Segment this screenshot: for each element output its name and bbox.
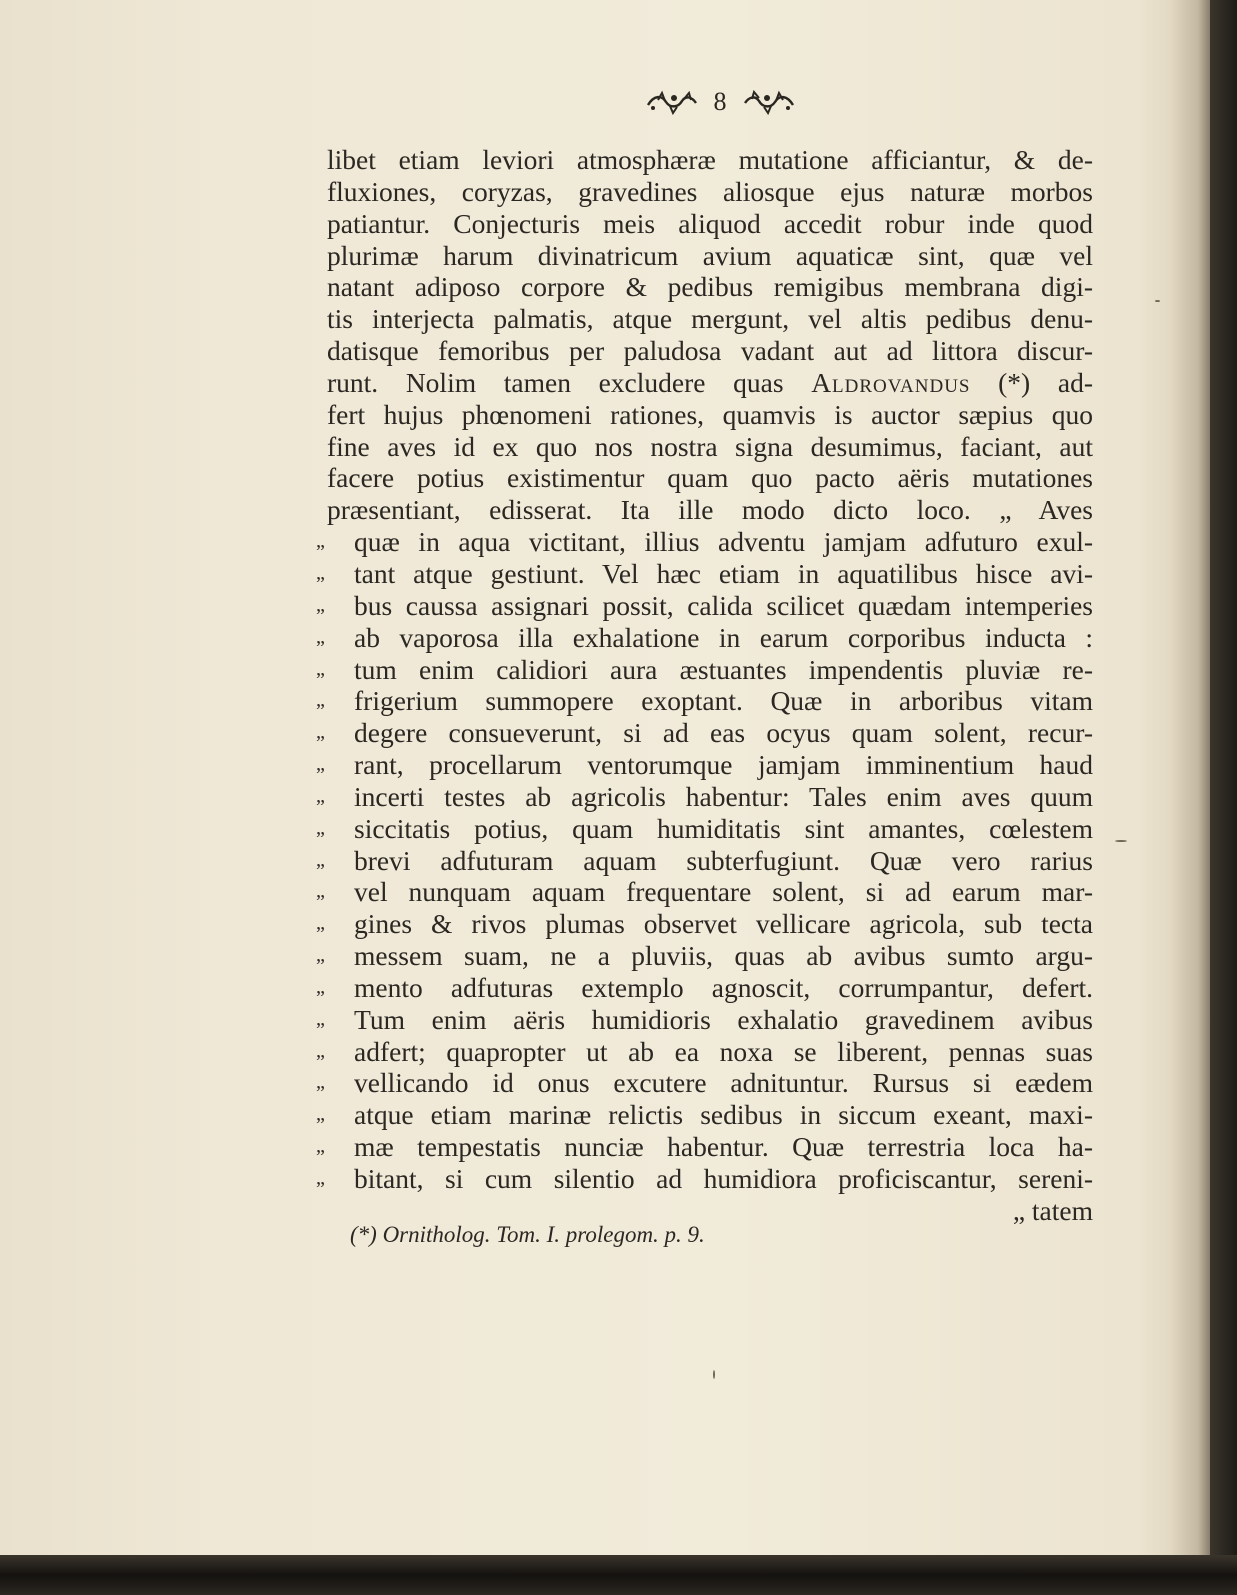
line-text: incerti testes ab agricolis habentur: Tales enim aves quum: [354, 780, 1093, 812]
quote-mark: „: [316, 1007, 325, 1030]
line-text: brevi adfuturam aquam subterfugiunt. Quæ vero rarius: [354, 844, 1093, 876]
text-line: [316, 971, 1093, 1004]
line-text: gines & rivos plumas observet vellicare agricola, sub tecta: [354, 908, 1093, 940]
line-text: fluxiones, coryzas, gravedines aliosque ejus naturæ morbos: [327, 175, 1093, 207]
quote-mark: „: [316, 975, 325, 998]
text-line: [327, 176, 1093, 208]
text-line: [327, 431, 1093, 463]
line-text: Tum enim aëris humidioris exhalatio gravedinem avibus: [354, 1003, 1093, 1035]
text-line: [316, 653, 1093, 686]
text-line: [327, 303, 1093, 335]
text-line: [316, 621, 1093, 654]
line-text: patiantur. Conjecturis meis aliquod accedit robur inde quod: [327, 207, 1093, 239]
text-line: [316, 1003, 1093, 1036]
line-text: facere potius existimentur quam quo pacto aëris mutationes: [327, 462, 1093, 494]
line-text: tant atque gestiunt. Vel hæc etiam in aquatilibus hisce avi-: [354, 557, 1093, 589]
text-line: [316, 908, 1093, 940]
line-text: runt. Nolim tamen excludere quas Aldrovandus (*) ad-: [327, 366, 1093, 398]
text-line: [327, 399, 1093, 431]
catchword-text: „ tatem: [1012, 1194, 1093, 1226]
quote-mark: „: [316, 848, 325, 871]
text-line: [316, 1131, 1093, 1163]
quote-mark: „: [316, 721, 325, 744]
text-line: [316, 685, 1093, 717]
text-line: [316, 780, 1093, 813]
text-line: [327, 208, 1093, 240]
quote-mark: „: [316, 816, 325, 839]
fleuron-ornament-icon: [741, 89, 797, 115]
line-text: rant, procellarum ventorumque jamjam imminentium haud: [354, 749, 1093, 781]
quote-mark: „: [316, 593, 325, 616]
page-number: 8: [713, 87, 727, 116]
text-line: [327, 240, 1093, 272]
text-line: [327, 144, 1093, 176]
scan-border-bottom: [0, 1555, 1237, 1595]
quote-mark: „: [316, 625, 325, 648]
line-text: natant adiposo corpore & pedibus remigibus membrana digi-: [327, 271, 1093, 303]
quote-mark: „: [316, 1135, 325, 1158]
line-text: mento adfuturas extemplo agnoscit, corrumpantur, defert.: [354, 971, 1093, 1003]
line-text: mæ tempestatis nunciæ habentur. Quæ terrestria loca ha-: [354, 1131, 1093, 1163]
text-line: [316, 876, 1093, 908]
text-line: [316, 1163, 1093, 1195]
main-text: [316, 144, 1093, 1227]
line-text: atque etiam marinæ relictis sedibus in siccum exeant, maxi-: [354, 1099, 1093, 1131]
quote-mark: „: [316, 944, 325, 967]
quote-mark: „: [316, 530, 325, 553]
quote-mark: „: [316, 1167, 325, 1189]
quote-mark: „: [316, 1039, 325, 1062]
line-text: siccitatis potius, quam humiditatis sint amantes, cœlestem: [354, 812, 1093, 844]
text-line: [316, 1099, 1093, 1131]
text-line: [316, 812, 1093, 845]
line-text: vel nunquam aquam frequentare solent, si ad earum mar-: [354, 876, 1093, 908]
text-line: [327, 367, 1093, 399]
text-line: [327, 335, 1093, 367]
quote-mark: „: [316, 1103, 325, 1126]
line-text: datisque femoribus per paludosa vadant aut ad littora discur-: [327, 335, 1093, 367]
line-text: frigerium summopere exoptant. Quæ in arboribus vitam: [354, 685, 1093, 717]
text-line: [327, 462, 1093, 494]
quote-mark: „: [316, 657, 325, 680]
line-text: libet etiam leviori atmosphæræ mutatione afficiantur, & de-: [327, 144, 1093, 175]
line-text: adfert; quapropter ut ab ea noxa se liberent, pennas suas: [354, 1035, 1093, 1067]
text-line: [316, 717, 1093, 749]
line-text: ab vaporosa illa exhalatione in earum corporibus inducta :: [354, 621, 1093, 653]
line-text: fine aves id ex quo nos nostra signa desumimus, faciant, aut: [327, 430, 1093, 462]
page-edge-shadow: [1170, 0, 1210, 1555]
text-line: [327, 494, 1093, 526]
line-text: tis interjecta palmatis, atque mergunt, vel altis pedibus denu-: [327, 303, 1093, 335]
line-text: bus caussa assignari possit, calida scilicet quædam intemperies: [354, 589, 1093, 621]
scan-border-right: [1210, 0, 1237, 1555]
page-header: [620, 82, 820, 122]
text-line: [316, 526, 1093, 558]
quote-mark: „: [316, 561, 325, 584]
line-text: vellicando id onus excutere adnituntur. Rursus si eædem: [354, 1067, 1093, 1099]
line-text: præsentiant, edisserat. Ita ille modo dicto loco. „ Aves: [327, 494, 1093, 526]
text-line: [316, 1035, 1093, 1068]
text-line: [327, 271, 1093, 303]
line-text: plurimæ harum divinatricum avium aquaticæ sint, quæ vel: [327, 239, 1093, 271]
line-text: bitant, si cum silentio ad humidiora proficiscantur, sereni-: [354, 1163, 1093, 1194]
quote-mark: „: [316, 753, 325, 776]
text-line: [316, 940, 1093, 972]
text-line: [316, 749, 1093, 781]
footnote: (*) Ornitholog. Tom. I. prolegom. p. 9.: [350, 1222, 705, 1247]
quote-mark: „: [316, 689, 325, 712]
line-text: messem suam, ne a pluviis, quas ab avibus sumto argu-: [354, 940, 1093, 972]
text-line: [316, 844, 1093, 877]
text-line: [316, 557, 1093, 590]
line-text: tum enim calidiori aura æstuantes impendentis pluviæ re-: [354, 653, 1093, 685]
quote-mark: „: [316, 784, 325, 807]
line-text: fert hujus phœnomeni rationes, quamvis is auctor sæpius quo: [327, 398, 1093, 430]
text-line: [316, 589, 1093, 622]
quote-mark: „: [316, 912, 325, 935]
line-text: quæ in aqua victitant, illius adventu jamjam adfuturo exul-: [354, 526, 1093, 558]
quote-mark: „: [316, 880, 325, 903]
text-line: [316, 1067, 1093, 1099]
fleuron-ornament-icon: [644, 89, 700, 115]
line-text: degere consueverunt, si ad eas ocyus quam solent, recur-: [354, 717, 1093, 749]
quote-mark: „: [316, 1071, 325, 1094]
